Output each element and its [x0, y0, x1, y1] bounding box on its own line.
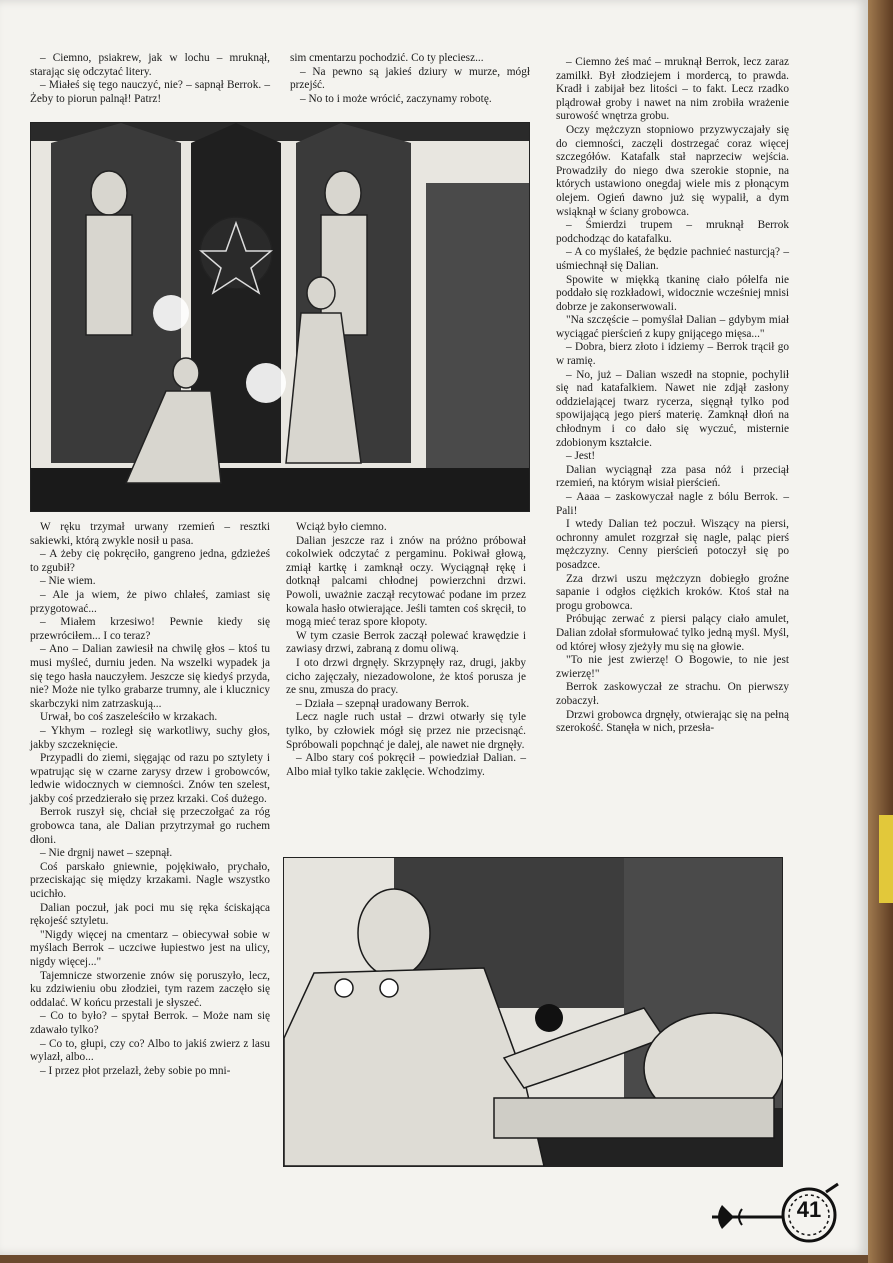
paragraph: – Miałeś się tego nauczyć, nie? – sapnął Berrok. – Żeby to piorun palnął! Patrz!: [30, 79, 270, 105]
paragraph: "Na szczęście – pomyślał Dalian – gdybym miał wyciągać pierścień z kupy gnijącego mięsa...": [556, 314, 789, 340]
column-1-top: [30, 52, 270, 106]
paragraph: – No to i może wrócić, zaczynamy robotę.: [300, 92, 492, 105]
page-edge: [868, 0, 893, 1263]
paragraph: Spowite w miękką tkaninę ciało półelfa nie poddało się rozkładowi, widocznie wcześniej mnisi dobrze je zakonserwowali.: [556, 273, 789, 313]
paragraph: – Ciemno żeś mać – mruknął Berrok, lecz zaraz zamilkł. Był złodziejem i mordercą, to prawda. Kradł i zabijał bez litości – to fakt. Lecz rzadko plądrował groby i nawet na nim zrobiła wrażenie surowość wnętrza grobu.: [556, 56, 789, 123]
paragraph: – Co to było? – spytał Berrok. – Może nam się zdawało tylko?: [30, 1010, 270, 1036]
paragraph: W tym czasie Berrok zaczął polewać krawędzie i zawiasy drzwi, zabraną z domu oliwą.: [286, 629, 526, 656]
paragraph: W ręku trzymał urwany rzemień – resztki sakiewki, którą zwykle nosił u pasa.: [30, 521, 270, 547]
paragraph: – No, już – Dalian wszedł na stopnie, pochylił się nad katafalkiem. Nawet nie zdjął zasłony oddzielającej twarz rycerza, sięgnął tylko pod spowijającą jego pierś materię. Zamknął dłoń na chłodnym i co dało się wyczuć, misternie zdobionym kształcie.: [556, 368, 789, 449]
paragraph: – Co to, głupi, czy co? Albo to jakiś zwierz z lasu wylazł, albo...: [30, 1037, 270, 1064]
paragraph: – A żeby cię pokręciło, gangreno jedna, gdzieżeś to zgubił?: [30, 548, 270, 574]
paragraph: Przypadli do ziemi, sięgając od razu po sztylety i wpatrując się w czarne zarysy drzew i grobowców, ledwie widocznych w ciemności. Znów ten szelest, jakby coś przedzierało się przez krzaki. Coś dużego.: [30, 752, 270, 805]
paragraph: – I przez płot przelazł, żeby sobie po mni-: [40, 1064, 231, 1077]
paragraph: Berrok zaskowyczał ze strachu. On pierwszy zobaczył.: [556, 681, 789, 707]
paragraph: "To nie jest zwierzę! O Bogowie, to nie jest zwierzę!": [556, 654, 789, 680]
paragraph: Berrok ruszył się, chciał się przeczołgać za róg grobowca tana, ale Dalian przytrzymał go ruchem dłoni.: [30, 806, 270, 846]
paragraph: Zza drzwi uszu mężczyzn dobiegło groźne sapanie i odgłos ciężkich kroków. Ktoś stał na progu grobowca.: [556, 572, 789, 612]
paragraph: Wciąż było ciemno.: [296, 521, 387, 533]
paragraph: – Ciemno, psiakrew, jak w lochu – mruknął, starając się odczytać litery.: [30, 52, 270, 78]
paragraph: – Ale ja wiem, że piwo chlałeś, zamiast się przygotować...: [30, 588, 270, 615]
paragraph: Dalian wyciągnął zza pasa nóż i przeciął rzemień, na którym wisiał pierścień.: [556, 463, 789, 490]
paragraph: – Aaaa – zaskowyczał nagle z bólu Berrok. – Pali!: [556, 491, 789, 517]
paragraph: – Jest!: [566, 450, 596, 463]
paragraph: – Miałem krzesiwo! Pewnie kiedy się przewróciłem... I co teraz?: [30, 616, 270, 642]
paragraph: – Dobra, bierz złoto i idziemy – Berrok trącił go w ramię.: [556, 341, 789, 368]
paragraph: Urwał, bo coś zaszeleściło w krzakach.: [40, 711, 218, 724]
paragraph: Dalian poczuł, jak poci mu się ręka ściskająca rękojeść sztyletu.: [30, 901, 270, 928]
paragraph: sim cmentarzu pochodzić. Co ty pleciesz...: [290, 52, 484, 64]
paragraph: Coś parskało gniewnie, pojękiwało, prychało, przeciskając się między krzakami. Nagle wszystko ucichło.: [30, 860, 270, 901]
illustration-thief-catafalque: [283, 857, 783, 1167]
paragraph: – Śmierdzi trupem – mruknął Berrok podchodząc do katafalku.: [556, 219, 789, 245]
paragraph: I oto drzwi drgnęły. Skrzypnęły raz, drugi, jakby cicho zajęczały, niezadowolone, że ktoś porusza je ze snu, zmusza do pracy.: [286, 656, 526, 697]
paragraph: "Nigdy więcej na cmentarz – obiecywał sobie w myślach Berrok – uczciwe łupiestwo jest na ulicy, nigdy więcej...": [30, 928, 270, 968]
paragraph: – Nie wiem.: [40, 575, 96, 588]
paragraph: Drzwi grobowca drgnęły, otwierając się na pełną szerokość. Stanęła w nich, przesła-: [556, 708, 789, 735]
paragraph: Lecz nagle ruch ustał – drzwi otwarły się tyle tylko, by człowiek mógł się przez nie przecisnąć. Spróbowali popchnąć je dalej, ale nawet nie drgnęły.: [286, 711, 526, 751]
yellow-tab: [879, 815, 893, 903]
paragraph: – A co myślałeś, że będzie pachnieć nasturcją? – uśmiechnął się Dalian.: [556, 246, 789, 272]
column-2-top: [290, 52, 530, 106]
paragraph: – Działa – szepnął uradowany Berrok.: [296, 697, 470, 710]
column-2-bottom: [286, 521, 526, 779]
paragraph: – Ykhym – rozległ się warkotliwy, suchy głos, jakby szczeknięcie.: [30, 724, 270, 751]
paragraph: I wtedy Dalian też poczuł. Wiszący na piersi, ochronny amulet rozgrzał się nagle, paląc pierś mężczyzny. Cenny pierścień potoczył się po posadzce.: [556, 518, 789, 571]
axe-icon: [712, 1195, 792, 1235]
illustration-crypt-scene: [30, 122, 530, 512]
paragraph: Dalian jeszcze raz i znów na próżno próbował cokolwiek odczytać z pergaminu. Pokiwał głową, zmiął kartkę i zamknął oczy. Wyciągnął rękę i dotknął palcami chłodnej powierzchni drzwi. Powoli, uważnie zaczął recytować podane im przez kowala hasło otwierające. Jeśli tamten coś skręcił, to mogą mieć teraz spore kłopoty.: [286, 534, 526, 629]
page-number: 41: [796, 1197, 822, 1222]
column-1-bottom: [30, 521, 270, 1078]
paragraph: Tajemnicze stworzenie znów się poruszyło, lecz, ku zdziwieniu obu złodziei, tym razem zaczęło się oddalać. W końcu przestali je słyszeć.: [30, 969, 270, 1009]
paragraph: – Ano – Dalian zawiesił na chwilę głos – ktoś tu musi myśleć, durniu jeden. Na wszelki wypadek ja się tego hasła nauczyłem. Jeszcze się kiedyś przyda, nie? Może nie tylko grabarze trumny, ale i klucznicy skarbczyki nim zatrzaskują...: [30, 643, 270, 710]
paragraph: Oczy mężczyzn stopniowo przyzwyczajały się do ciemności, zaczęli dostrzegać coraz więcej szczegółów. Katafalk stał naprzeciw wejścia. Prowadziły do niego dwa szerokie stopnie, na których ustawiono onegdaj wiele mis z płonącym olejem. Ogień dawno już się wypalił, a dym wsiąknął w ściany grobowca.: [556, 123, 789, 218]
paragraph: Próbując zerwać z piersi palący ciało amulet, Dalian zdołał sformułować tylko jedną myśl. Myśl, od której włosy zjeżyły mu się na głowie.: [556, 613, 789, 653]
paragraph: – Na pewno są jakieś dziury w murze, mógł przejść.: [290, 65, 530, 92]
column-3: [556, 56, 789, 736]
paragraph: – Nie drgnij nawet – szepnął.: [40, 847, 173, 860]
paragraph: – Albo stary coś pokręcił – powiedział Dalian. – Albo miał tylko takie zaklęcie. Wchodzimy.: [286, 752, 526, 778]
